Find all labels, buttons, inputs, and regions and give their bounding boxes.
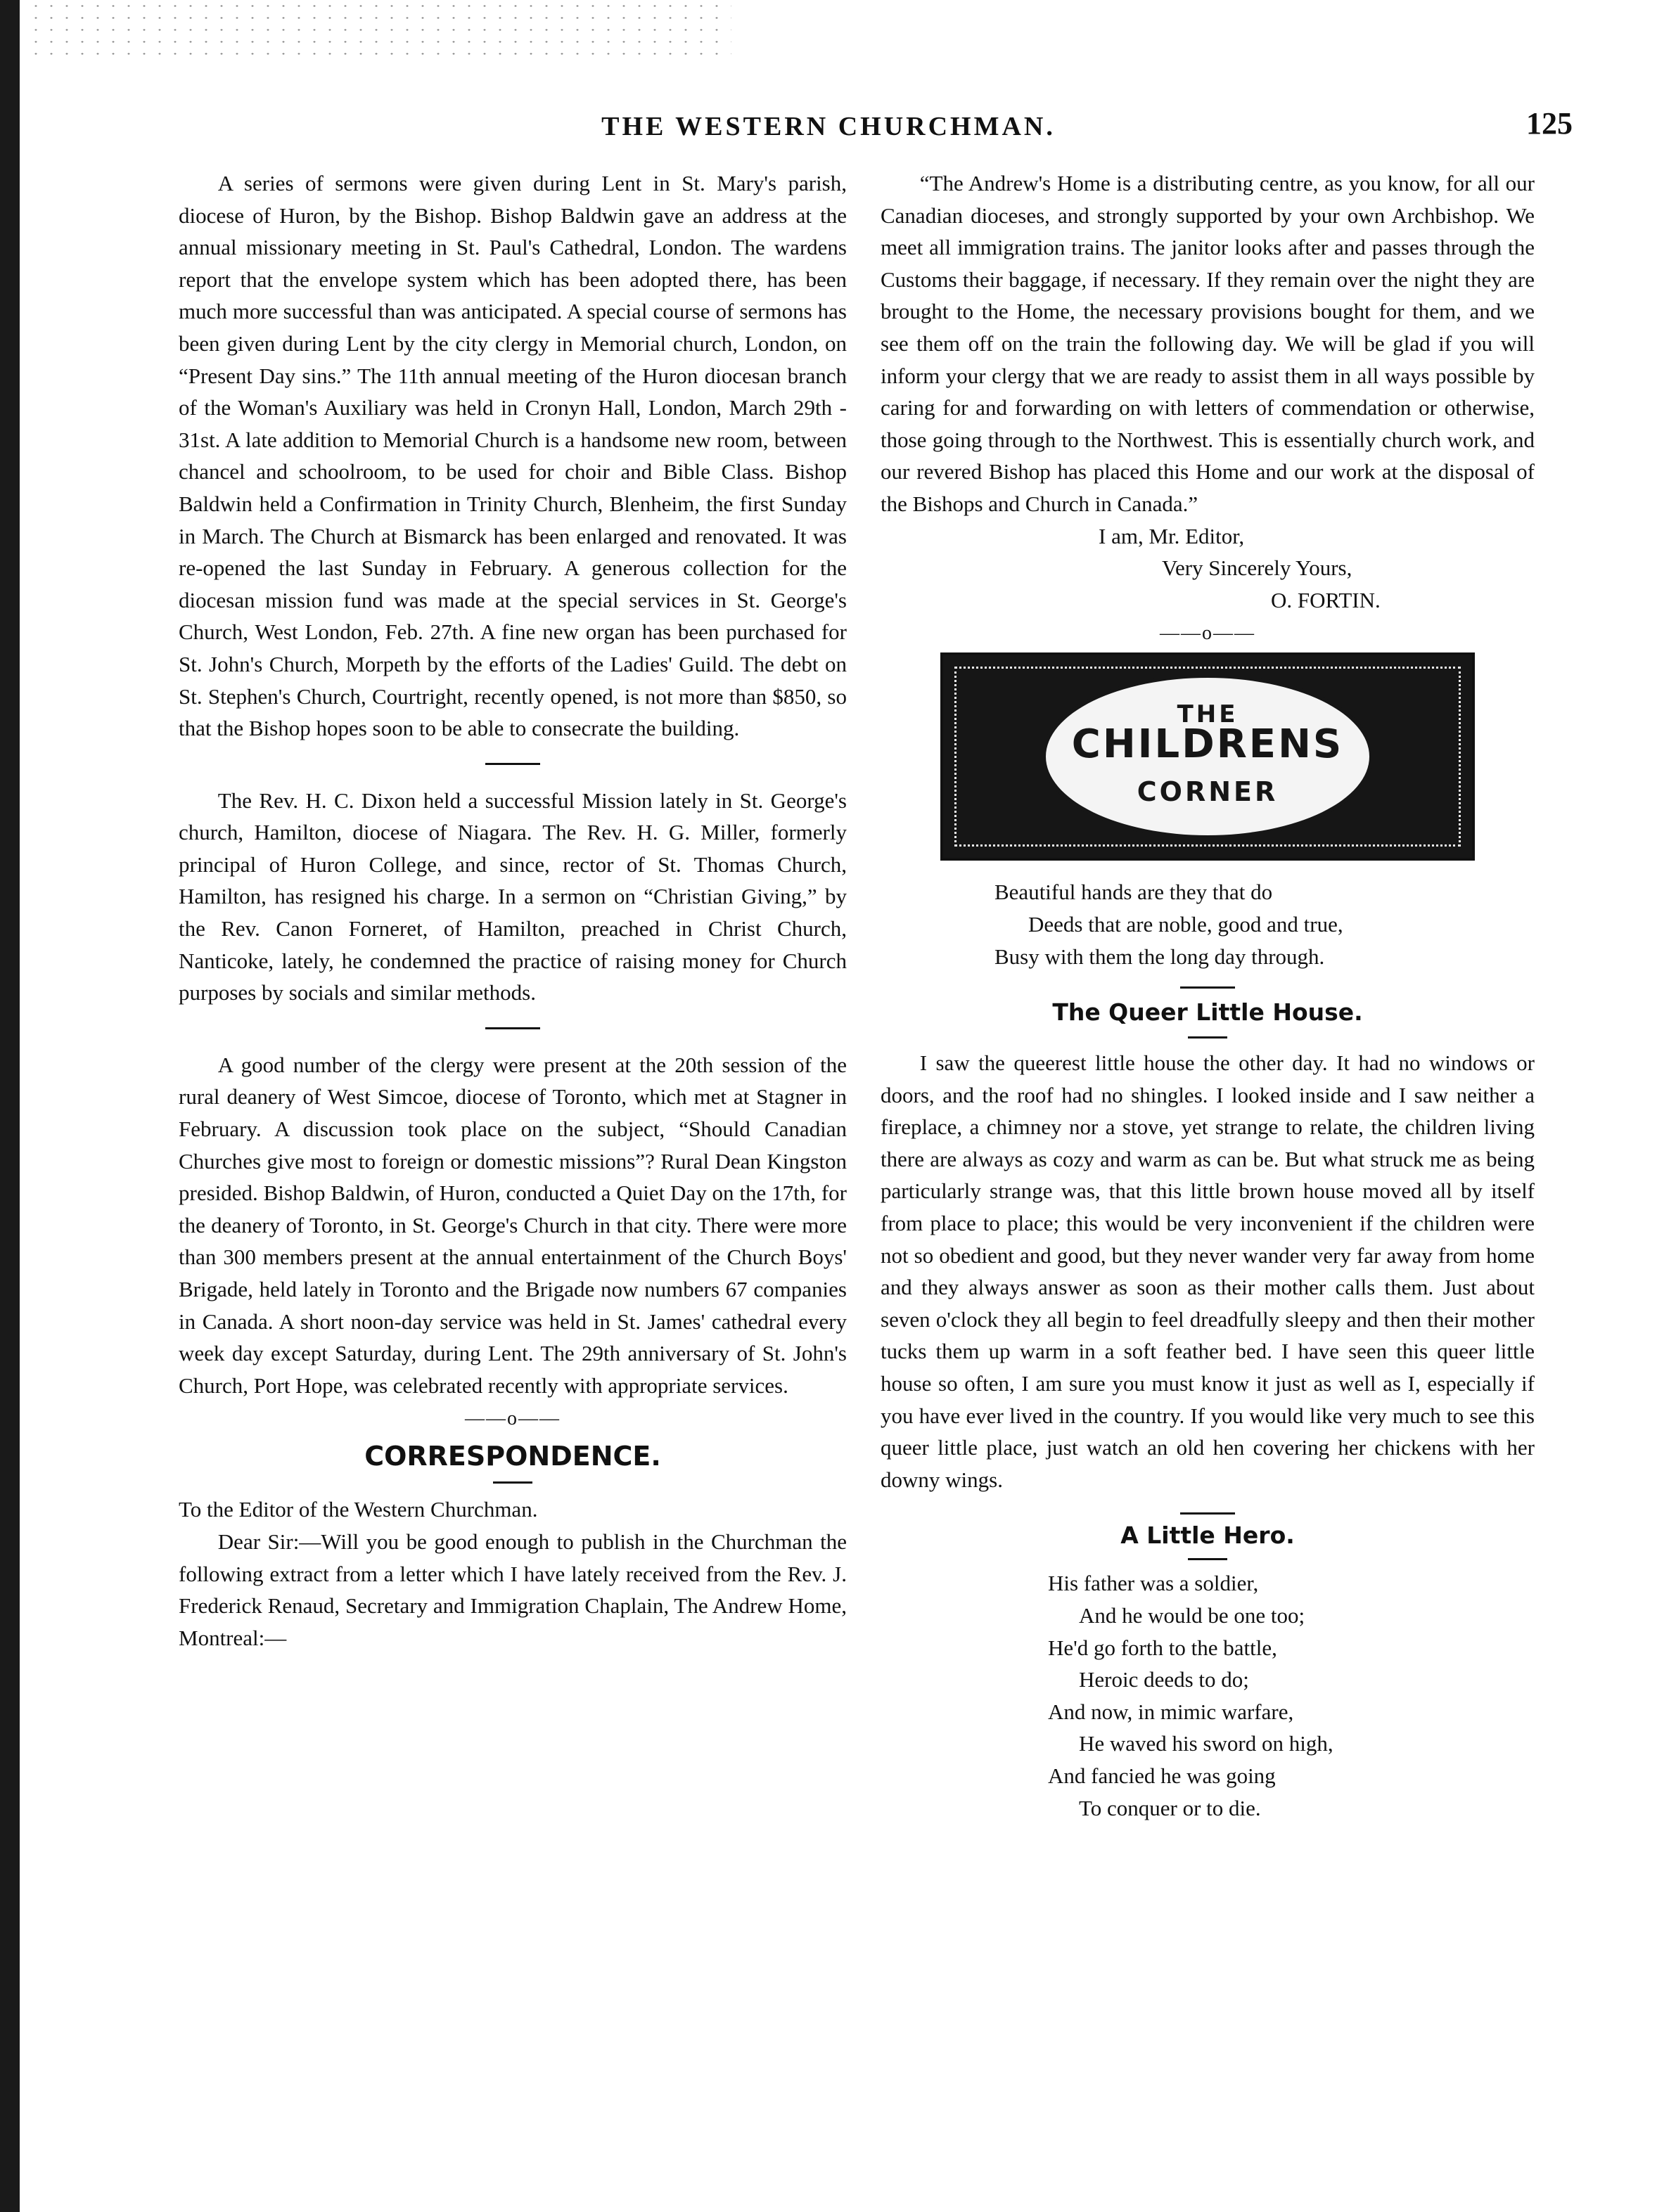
- poem-line: He'd go forth to the battle,: [1048, 1635, 1277, 1660]
- news-paragraph: A series of sermons were given during Lent in St. Mary's parish, diocese of Huron, by the Bishop. Bishop Baldwin gave an address at the annual missionary meeting in St. Paul's Cathedral, London. The wardens report that the envelope system which has been adopted there, has been much more successful than was anticipated. A special course of sermons has been given during Lent by the city clergy in Memorial church, London, on “Present Day sins.” The 11th annual meeting of the Huron diocesan branch of the Woman's Auxiliary was held in Cronyn Hall, London, March 29th - 31st. A late addition to Memorial Church is a handsome new room, between chancel and schoolroom, to be used for choir and Bible Class. Bishop Baldwin held a Confirmation in Trinity Church, Blenheim, the first Sunday in March. The Church at Bismarck has been enlarged and renovated. It was re-opened the last Sunday in February. A generous collection for the diocesan mission fund was made at the special services in St. George's Church, West London, Feb. 27th. A fine new organ has been purchased for St. John's Church, Morpeth by the efforts of the Ladies' Guild. The debt on St. Stephen's Church, Courtright, recently opened, is not more than $850, so that the Bishop hopes soon to be able to consecrate the building.: [179, 171, 847, 741]
- childrens-corner-banner: [940, 652, 1475, 861]
- section-divider: [1180, 1512, 1235, 1515]
- hero-heading: A Little Hero.: [1120, 1522, 1295, 1550]
- banner-text-childrens: CHILDRENS: [1071, 721, 1344, 768]
- banner-text-corner: CORNER: [1137, 776, 1279, 808]
- banner-text-the: THE: [1177, 700, 1239, 729]
- poem-line: And now, in mimic warfare,: [1048, 1699, 1294, 1724]
- letter-signature: [881, 520, 1535, 617]
- letter-intro: Dear Sir:—Will you be good enough to publish in the Churchman the following extract from a letter which I have lately received from the Rev. J. Frederick Renaud, Secretary and Immigration Chaplain, The Andrew Home, Montreal:—: [179, 1529, 847, 1650]
- letter-body: “The Andrew's Home is a distributing centre, as you know, for all our Canadian dioceses, and strongly supported by your own Archbishop. We meet all immigration trains. The janitor looks after and passes through the Customs their baggage, if necessary. If they remain over the night they are brought to the Home, the necessary provisions bought for them, and we see them off on the train the following day. We will be glad if you will inform your clergy that we are ready to assist them in all ways possible by caring for and forwarding on with letters of commendation or otherwise, those going through to the Northwest. This is essentially church work, and our revered Bishop has placed this Home and our work at the disposal of the Bishops and Church in Canada.”: [881, 171, 1535, 516]
- signature-name: O. FORTIN.: [1271, 587, 1381, 612]
- hero-poem: [881, 1567, 1535, 1824]
- verse-line: Beautiful hands are they that do: [994, 880, 1273, 905]
- letter-address: To the Editor of the Western Churchman.: [179, 1497, 538, 1522]
- section-divider: [493, 1481, 532, 1484]
- correspondence-heading: CORRESPONDENCE.: [364, 1441, 661, 1472]
- poem-line: He waved his sword on high,: [1079, 1731, 1333, 1756]
- verse-line: Busy with them the long day through.: [994, 944, 1325, 969]
- poem-line: Heroic deeds to do;: [1079, 1667, 1249, 1692]
- right-column: [881, 167, 1535, 1824]
- page-header-title: THE WESTERN CHURCHMAN.: [601, 112, 1056, 141]
- verse-line: Deeds that are noble, good and true,: [1028, 911, 1343, 937]
- story-heading: The Queer Little House.: [1052, 998, 1363, 1027]
- poem-line: And fancied he was going: [1048, 1763, 1276, 1788]
- poem-line: His father was a soldier,: [1048, 1571, 1259, 1596]
- signature-closing: Very Sincerely Yours,: [1162, 555, 1352, 581]
- news-paragraph: A good number of the clergy were present at the 20th session of the rural deanery of West Simcoe, diocese of Toronto, which met at Stagner in February. A discussion took place on the subject, “Should Canadian Churches give most to foreign or domestic missions”? Rural Dean Kingston presided. Bishop Baldwin, of Huron, conducted a Quiet Day on the 17th, for the deanery of Toronto, in St. George's Church in that city. There were more than 300 members present at the annual entertainment of the Church Boys' Brigade, held lately in Toronto and the Brigade now numbers 67 companies in Canada. A short noon-day service was held in St. James' cathedral every week day except Saturday, during Lent. The 29th anniversary of St. John's Church, Port Hope, was celebrated recently with appropriate services.: [179, 1052, 847, 1398]
- section-divider: [485, 1027, 540, 1029]
- scan-edge-shadow: [0, 0, 20, 2212]
- section-divider: [485, 763, 540, 765]
- signature-salutation: I am, Mr. Editor,: [1099, 523, 1245, 548]
- opening-verse: [881, 876, 1535, 972]
- section-divider: [1180, 986, 1235, 989]
- left-column: [179, 167, 847, 1654]
- poem-line: And he would be one too;: [1079, 1603, 1305, 1628]
- page-number: 125: [1526, 106, 1573, 141]
- scan-noise: [28, 0, 731, 63]
- news-paragraph: The Rev. H. C. Dixon held a successful Mission lately in St. George's church, Hamilton, diocese of Niagara. The Rev. H. G. Miller, formerly principal of Huron College, and since, rector of St. Thomas Church, Hamilton, has resigned his charge. In a sermon on “Christian Giving,” by the Rev. Canon Forneret, of Hamilton, preached in Christ Church, Nanticoke, lately, he condemned the practice of raising money for Church purposes by socials and similar methods.: [179, 787, 847, 1005]
- section-divider: [1188, 1558, 1227, 1560]
- ornament-divider: ——o——: [465, 1408, 561, 1430]
- poem-line: To conquer or to die.: [1079, 1795, 1261, 1820]
- section-divider: [1188, 1036, 1227, 1039]
- ornament-divider: ——o——: [1160, 622, 1255, 645]
- story-text: I saw the queerest little house the other day. It had no windows or doors, and the roof had no shingles. I looked inside and I saw neither a fireplace, a chimney nor a stove, yet strange to relate, the children living there are always as cozy and warm as can be. But what struck me as being particularly strange was, that this little brown house moved all by itself from place to place; this would be very inconvenient if the children were not so obedient and good, but they never wander very far away from home and they always answer as soon as their mother calls them. Just about seven o'clock they all begin to feel dreadfully sleepy and then their mother tucks them up warm in a soft feather bed. I have seen this queer little house so often, I am sure you must know it just as well as I, especially if you have ever lived in the country. If you would like very much to see this queer little place, just watch an old hen covering her chickens with her downy wings.: [881, 1050, 1535, 1492]
